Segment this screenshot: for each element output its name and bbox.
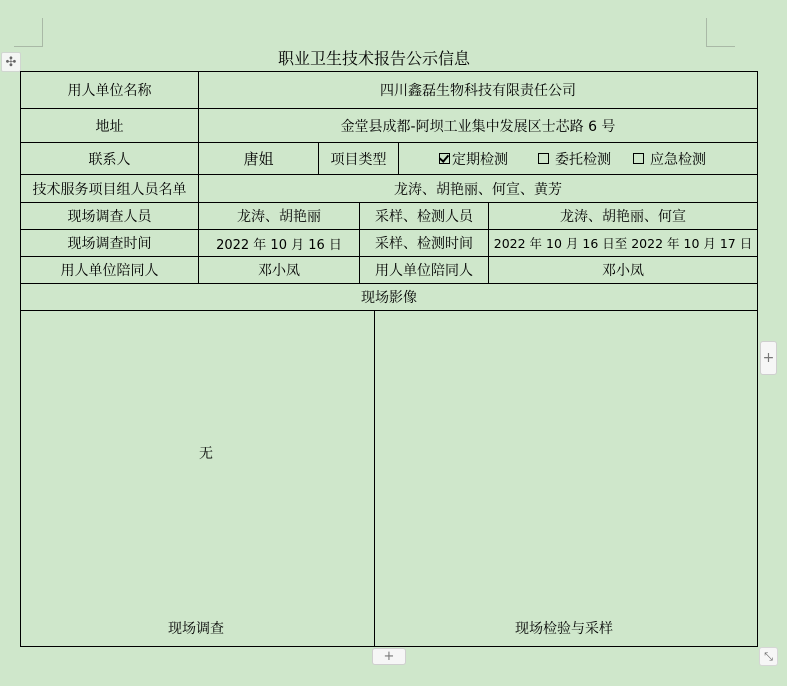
escort-value-1[interactable]: 邓小凤 <box>198 256 360 284</box>
resize-diagonal-icon: ⤡ <box>764 649 773 663</box>
employer-name-label: 用人单位名称 <box>20 71 199 109</box>
images-section-label: 现场影像 <box>20 283 758 311</box>
survey-time-label: 现场调查时间 <box>20 229 199 257</box>
no-image-text: 无 <box>199 446 213 462</box>
page-margin-corner-top-left <box>14 18 43 47</box>
project-type-label: 项目类型 <box>318 142 399 175</box>
add-row-button[interactable] <box>372 648 406 665</box>
project-type-emergency-label: 应急检测 <box>650 151 706 168</box>
survey-staff-label: 现场调查人员 <box>20 202 199 230</box>
escort-value-2[interactable]: 邓小凤 <box>488 256 758 284</box>
checkbox-checked-icon[interactable] <box>439 153 450 164</box>
page-margin-corner-top-right <box>706 18 735 47</box>
survey-time-value[interactable]: 2022 年 10 月 16 日 <box>198 229 360 257</box>
project-type-emergency[interactable] <box>633 149 706 169</box>
project-type-periodic-label: 定期检测 <box>452 151 508 168</box>
add-column-button[interactable] <box>760 341 777 375</box>
team-label: 技术服务项目组人员名单 <box>20 174 199 203</box>
contact-value[interactable]: 唐姐 <box>198 142 319 175</box>
site-sampling-caption: 现场检验与采样 <box>515 621 613 637</box>
contact-label: 联系人 <box>20 142 199 175</box>
plus-icon: + <box>762 350 775 366</box>
table-move-handle-icon[interactable]: ✣ <box>1 52 21 72</box>
team-value[interactable]: 龙涛、胡艳丽、何宣、黄芳 <box>198 174 758 203</box>
checkbox-unchecked-icon[interactable] <box>633 153 644 164</box>
address-value[interactable]: 金堂县成都-阿坝工业集中发展区士芯路 6 号 <box>198 108 758 143</box>
address-label: 地址 <box>20 108 199 143</box>
project-type-options <box>398 142 758 175</box>
table-resize-handle[interactable] <box>759 647 778 666</box>
escort-label-1: 用人单位陪同人 <box>20 256 199 284</box>
site-sampling-image-cell[interactable] <box>374 310 758 647</box>
document-title <box>0 46 748 69</box>
survey-staff-value[interactable]: 龙涛、胡艳丽 <box>198 202 360 230</box>
sampling-staff-label: 采样、检测人员 <box>359 202 489 230</box>
plus-icon: + <box>383 649 395 664</box>
project-type-commissioned[interactable] <box>538 149 611 169</box>
project-type-periodic[interactable] <box>439 149 508 169</box>
site-survey-caption: 现场调查 <box>168 621 224 637</box>
project-type-commissioned-label: 委托检测 <box>555 151 611 168</box>
site-survey-image-cell[interactable] <box>20 310 375 647</box>
sampling-time-value[interactable]: 2022 年 10 月 16 日至 2022 年 10 月 17 日 <box>488 229 758 257</box>
sampling-time-label: 采样、检测时间 <box>359 229 489 257</box>
checkbox-unchecked-icon[interactable] <box>538 153 549 164</box>
escort-label-2: 用人单位陪同人 <box>359 256 489 284</box>
sampling-staff-value[interactable]: 龙涛、胡艳丽、何宣 <box>488 202 758 230</box>
document-title-text: 职业卫生技术报告公示信息 <box>277 49 470 68</box>
employer-name-value[interactable]: 四川鑫磊生物科技有限责任公司 <box>198 71 758 109</box>
